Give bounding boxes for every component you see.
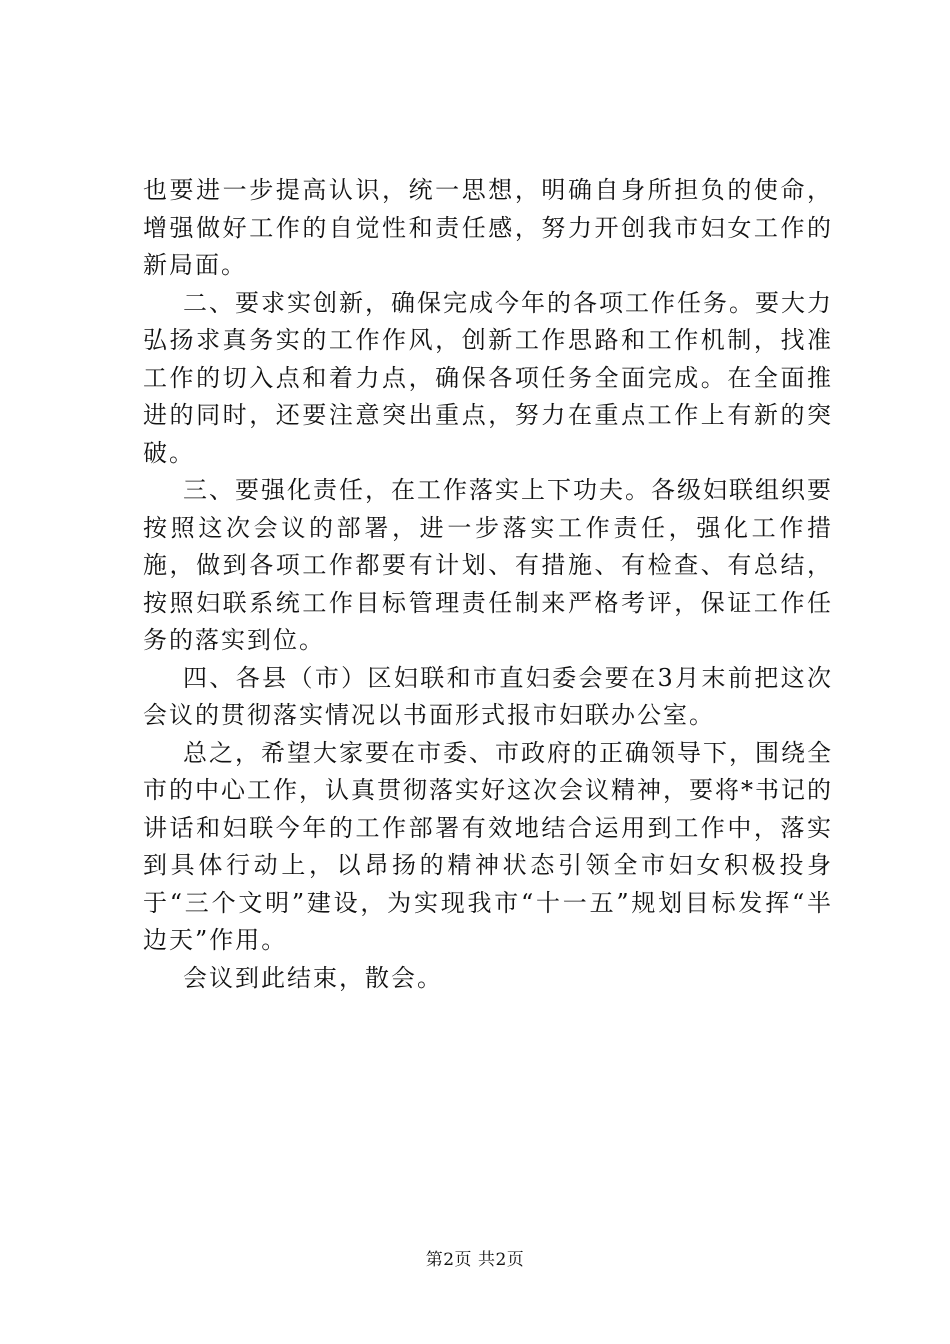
paragraph-closing: 会议到此结束，散会。: [183, 963, 443, 992]
paragraph-continuation: 也要进一步提高认识，统一思想，明确自身所担负的使命，增强做好工作的自觉性和责任感，努力开创我市妇女工作的新局面。: [143, 176, 833, 279]
paragraph-item-three: 三、要强化责任，在工作落实上下功夫。各级妇联组织要按照这次会议的部署，进一步落实工作责任，强化工作措施，做到各项工作都要有计划、有措施、有检查、有总结，按照妇联系统工作目标管理责任制来严格考评，保证工作任务的落实到位。: [143, 476, 833, 654]
paragraph-item-two: 二、要求实创新，确保完成今年的各项工作任务。要大力弘扬求真务实的工作作风，创新工作思路和工作机制，找准工作的切入点和着力点，确保各项任务全面完成。在全面推进的同时，还要注意突出重点，努力在重点工作上有新的突破。: [143, 288, 833, 467]
page-footer: [0, 1245, 950, 1270]
document-body: [143, 172, 833, 997]
page-number: 第2页 共2页: [425, 1250, 525, 1270]
paragraph-item-four: 四、各县（市）区妇联和市直妇委会要在3月末前把这次会议的贯彻落实情况以书面形式报市妇联办公室。: [143, 663, 833, 729]
paragraph-summary: 总之，希望大家要在市委、市政府的正确领导下，围绕全市的中心工作，认真贯彻落实好这次会议精神，要将*书记的讲话和妇联今年的工作部署有效地结合运用到工作中，落实到具体行动上，以昂扬的精神状态引领全市妇女积极投身于“三个文明”建设，为实现我市“十一五”规划目标发挥“半边天”作用。: [143, 738, 833, 954]
